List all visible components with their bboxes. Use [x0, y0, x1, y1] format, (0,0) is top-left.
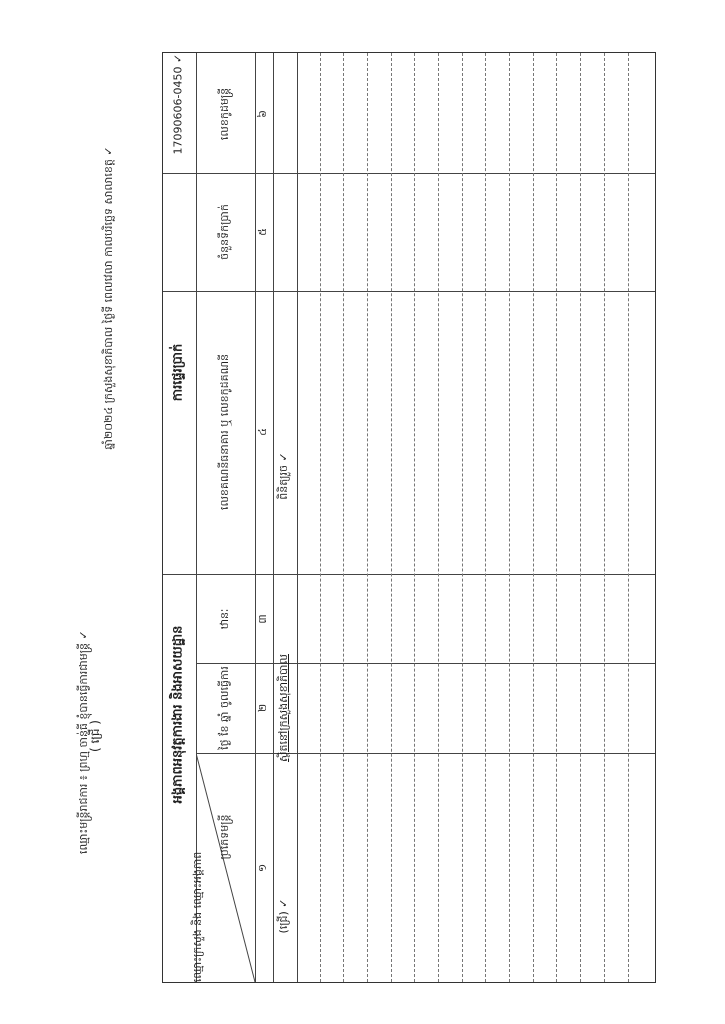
divider-right-section-end: [163, 574, 655, 575]
row-line: [604, 53, 605, 982]
row-line: [533, 53, 534, 982]
col-header-official-code: លេខកូដមន្ត្រី: [218, 87, 231, 141]
row-line: [485, 53, 486, 982]
section-header-left: អង្គភាពអនុវត្តការងារ និងអាសយដ្ឋាន: [170, 625, 186, 804]
header-bracket-line: ( ជ្រើ ): [88, 720, 102, 752]
col-number: ៦: [256, 110, 269, 118]
data-table: [162, 52, 656, 983]
col-number: ២: [256, 703, 269, 713]
col-header-rank: ឋានៈ: [218, 608, 231, 630]
col-number: ១: [256, 863, 269, 873]
col-header-ministry: ឈ្មោះក្រសួង និង ឈ្មោះអង្គភាព: [191, 851, 204, 983]
col-header-bank-account: លេខគណនីធនាគារ ឬ លេខកូដគណនី: [218, 353, 231, 511]
col-header-amount: ចំនួនទឹកប្រាក់: [218, 204, 231, 260]
row-line: [414, 53, 415, 982]
entry-col1: (ជ្រើ) ✓: [277, 898, 290, 934]
col-header-official-type: ប្រភេទមន្ត្រី: [218, 814, 231, 860]
entry-col4: ពិនិត្យរួច ✓: [277, 452, 290, 500]
row-line: [367, 53, 368, 982]
header-name-line: ឈ្មោះមន្ត្រីរាជការ ៖ ព្រហ្ម ចាន់ធី ខ្ញុំបានធ្វើការជាមន្ត្រី ✓: [77, 630, 90, 854]
form-id: 17090606-0450 ✓: [171, 53, 185, 155]
row-line: [509, 53, 510, 982]
divider-col3-end: [196, 663, 655, 664]
divider-first-row: [297, 53, 298, 982]
col-number: ៥: [256, 228, 269, 236]
section-header-right: ការផ្ទេរប្រាក់: [170, 343, 186, 402]
divider-numbers: [273, 53, 274, 982]
divider-col7-end: [163, 173, 655, 174]
divider-col2-end: [196, 753, 655, 754]
header-date-line: ឆ្នាំ២០២៤ ក្រសួងសុខាភិបាល ថ្ងៃទី ពេលវេលា កាលបរិច្ឆេទ សាលាខេត្ត ✓: [102, 146, 115, 450]
row-line: [580, 53, 581, 982]
row-line: [556, 53, 557, 982]
col-number: ៤: [256, 428, 269, 436]
row-line: [320, 53, 321, 982]
row-line: [628, 53, 629, 982]
col-header-start-date: ថ្ងៃ ខែ ឆ្នាំ ចូលធ្វើការ: [218, 666, 231, 750]
row-line: [462, 53, 463, 982]
row-line: [343, 53, 344, 982]
row-line: [391, 53, 392, 982]
divider-col6-end: [163, 291, 655, 292]
row-line: [438, 53, 439, 982]
col-number: ៣: [256, 614, 269, 624]
entry-col3: ស្ថិតនៅក្រសួងសុខាភិបាល: [277, 654, 290, 763]
